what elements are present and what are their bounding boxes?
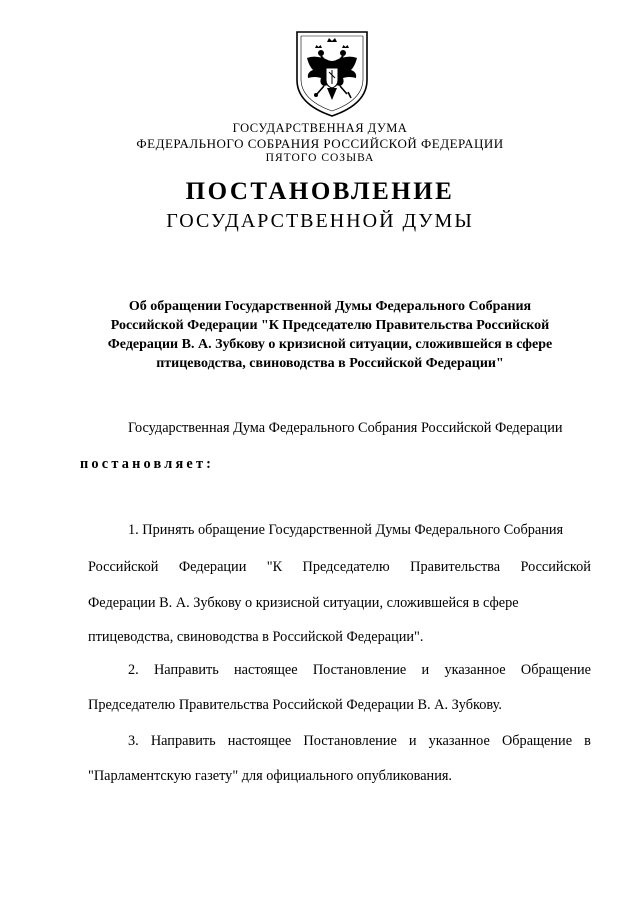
word: 3.	[128, 733, 139, 749]
word: настоящее	[234, 662, 298, 678]
word: в	[584, 733, 591, 749]
document-issuer: ГОСУДАРСТВЕННОЙ ДУМЫ	[166, 210, 474, 232]
item-3-line	[128, 733, 591, 750]
subject-line: птицеводства, свиноводства в Российской Федерации"	[156, 356, 504, 371]
word: Председателю	[302, 559, 390, 575]
item-2-line: Председателю Правительства Российской Федерации В. А. Зубкову.	[88, 697, 502, 713]
subject-line: Федерации В. А. Зубкову о кризисной ситуации, сложившейся в сфере	[107, 337, 553, 352]
item-1-line: птицеводства, свиноводства в Российской Федерации".	[88, 629, 424, 645]
word: Направить	[150, 733, 216, 749]
intro-text: Государственная Дума Федерального Собрания Российской Федерации	[128, 420, 563, 436]
item-1-line: 1. Принять обращение Государственной Думы Федерального Собрания	[128, 522, 564, 538]
word: Постановление	[312, 662, 407, 678]
subject-line: Об обращении Государственной Думы Федерального Собрания	[128, 299, 532, 314]
word: Правительства	[410, 559, 501, 575]
word: "К	[266, 559, 283, 575]
word: указанное	[428, 733, 490, 749]
word: и	[408, 733, 417, 749]
state-emblem-icon	[291, 28, 373, 118]
subject-line: Российской Федерации "К Председателю Правительства Российской	[110, 318, 550, 333]
word: Обращение	[520, 662, 591, 678]
word: Федерации	[178, 559, 247, 575]
document-type: ПОСТАНОВЛЕНИЕ	[185, 178, 455, 205]
issuer-line-duma: ГОСУДАРСТВЕННАЯ ДУМА	[232, 121, 408, 135]
document-title	[0, 176, 640, 234]
resolves-word: постановляет:	[80, 456, 215, 472]
word: Российской	[88, 559, 159, 575]
issuer-line-assembly: ФЕДЕРАЛЬНОГО СОБРАНИЯ РОССИЙСКОЙ ФЕДЕРАЦИИ	[136, 136, 504, 151]
issuer-line-convocation: ПЯТОГО СОЗЫВА	[265, 152, 375, 164]
word: Обращение	[501, 733, 573, 749]
item-2-line	[128, 662, 591, 679]
document-subject	[70, 297, 590, 373]
word: настоящее	[227, 733, 292, 749]
item-1-line	[88, 559, 591, 576]
item-1-line: Федерации В. А. Зубкову о кризисной ситуации, сложившейся в сфере	[88, 595, 519, 611]
word: и	[421, 662, 430, 678]
issuer-header	[0, 121, 640, 166]
word: Постановление	[303, 733, 397, 749]
word: указанное	[444, 662, 506, 678]
word: 2.	[128, 662, 139, 678]
item-3-line: "Парламентскую газету" для официального опубликования.	[88, 768, 452, 784]
word: Направить	[153, 662, 219, 678]
word: Российской	[520, 559, 591, 575]
